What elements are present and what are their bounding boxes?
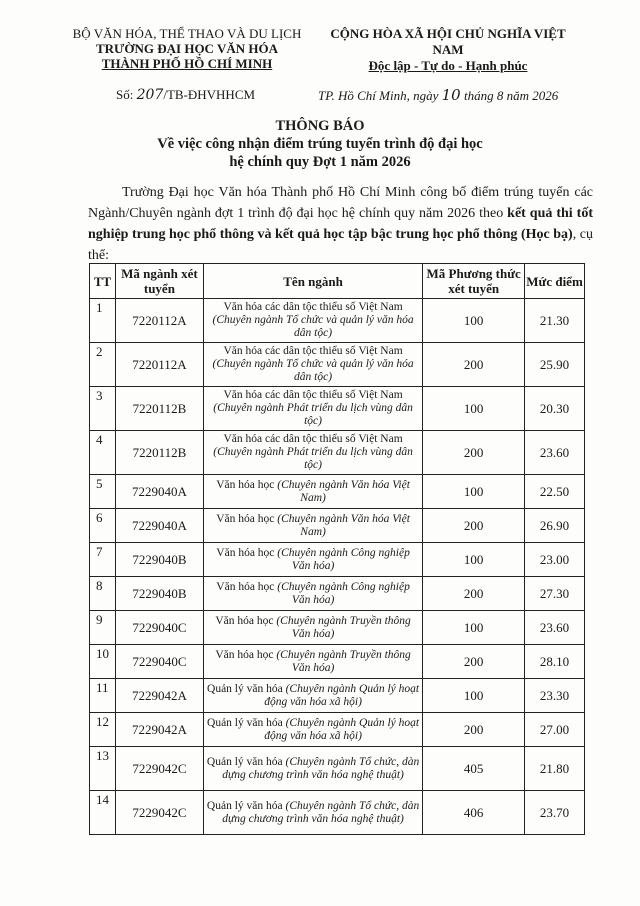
table-row	[90, 791, 585, 835]
major-code: 7229040C	[115, 645, 203, 679]
table-row	[90, 645, 585, 679]
title-main: THÔNG BÁO	[275, 118, 365, 134]
method-code: 200	[423, 577, 525, 611]
table-row	[90, 543, 585, 577]
specialization: (Chuyên ngành Văn hóa Việt Nam)	[277, 512, 410, 538]
score-value: 25.90	[525, 343, 585, 387]
specialization: (Chuyên ngành Văn hóa Việt Nam)	[277, 478, 410, 504]
major-code: 7220112B	[115, 387, 203, 431]
major-name	[203, 577, 422, 611]
major-title: Quản lý văn hóa	[206, 799, 283, 812]
intro-paragraph	[88, 182, 593, 266]
major-code: 7229042A	[115, 679, 203, 713]
title-line3: hệ chính quy Đợt 1 năm 2026	[229, 154, 411, 170]
method-code: 200	[423, 343, 525, 387]
header-name: Tên ngành	[203, 264, 422, 299]
score-table	[89, 263, 585, 835]
table-row	[90, 475, 585, 509]
major-name	[203, 679, 422, 713]
method-code: 406	[423, 791, 525, 835]
place-suffix: tháng 8 năm 2026	[463, 88, 559, 103]
specialization: (Chuyên ngành Tổ chức và quản lý văn hóa dân tộc)	[212, 314, 414, 339]
major-title: Văn hóa các dân tộc thiểu số Việt Nam	[223, 345, 403, 357]
major-code: 7229042C	[115, 791, 203, 835]
doc-no-suffix: /TB-ĐHVHHCM	[163, 87, 256, 102]
major-title: Văn hóa học	[216, 512, 275, 525]
score-value: 23.60	[525, 431, 585, 475]
row-number: 3	[90, 387, 116, 431]
major-title: Văn hóa học	[216, 580, 275, 593]
nation-name: CỘNG HÒA XÃ HỘI CHỦ NGHĨA VIỆT NAM	[330, 26, 566, 57]
doc-no-handwritten: 207	[136, 87, 164, 103]
document-number	[116, 87, 255, 103]
major-title: Văn hóa các dân tộc thiểu số Việt Nam	[223, 301, 403, 313]
ministry-name: BỘ VĂN HÓA, THỂ THAO VÀ DU LỊCH	[72, 26, 302, 41]
major-title: Văn hóa học	[215, 614, 274, 627]
specialization: (Chuyên ngành Tổ chức, dàn dựng chương trình văn hóa nghệ thuật)	[222, 755, 420, 781]
score-value: 26.90	[525, 509, 585, 543]
place-date	[318, 86, 558, 104]
major-name	[203, 611, 422, 645]
row-number: 5	[90, 475, 116, 509]
score-value: 23.30	[525, 679, 585, 713]
method-code: 100	[423, 387, 525, 431]
row-number: 9	[90, 611, 116, 645]
major-title: Văn hóa các dân tộc thiểu số Việt Nam	[223, 433, 403, 445]
table-row	[90, 713, 585, 747]
row-number: 13	[90, 747, 116, 791]
table-row	[90, 509, 585, 543]
score-value: 20.30	[525, 387, 585, 431]
major-code: 7229040A	[115, 509, 203, 543]
score-value: 21.80	[525, 747, 585, 791]
table-row	[90, 299, 585, 343]
major-code: 7229040B	[115, 577, 203, 611]
major-name	[203, 475, 422, 509]
major-name	[203, 791, 422, 835]
major-title: Văn hóa học	[216, 478, 275, 491]
major-name	[203, 747, 422, 791]
specialization: (Chuyên ngành Phát triển du lịch vùng dân tộc)	[213, 446, 413, 471]
doc-no-prefix: Số:	[116, 87, 134, 102]
motto	[318, 58, 578, 74]
major-name	[203, 343, 422, 387]
specialization: (Chuyên ngành Quản lý hoạt động văn hóa xã hội)	[264, 716, 420, 742]
specialization: (Chuyên ngành Quản lý hoạt động văn hóa xã hội)	[264, 682, 420, 708]
major-code: 7220112B	[115, 431, 203, 475]
specialization: (Chuyên ngành Tổ chức và quản lý văn hóa dân tộc)	[212, 358, 414, 383]
score-value: 23.70	[525, 791, 585, 835]
method-code: 200	[423, 645, 525, 679]
method-code: 200	[423, 713, 525, 747]
university-city: THÀNH PHỐ HỒ CHÍ MINH	[101, 56, 273, 71]
score-value: 27.30	[525, 577, 585, 611]
score-value: 21.30	[525, 299, 585, 343]
row-number: 11	[90, 679, 116, 713]
table-header-row	[90, 264, 585, 299]
title-line2: Về việc công nhận điểm trúng tuyển trình độ đại học	[157, 136, 483, 152]
table-row	[90, 611, 585, 645]
table-row	[90, 679, 585, 713]
method-code: 100	[423, 679, 525, 713]
intro-text: Trường Đại học Văn hóa Thành phố Hồ Chí Minh công bố điểm trúng tuyển các Ngành/Chuyên ngành đợt 1 trình độ đại học hệ chính quy năm 2026 theo	[88, 185, 593, 221]
row-number: 1	[90, 299, 116, 343]
place-prefix: TP. Hồ Chí Minh, ngày	[318, 88, 439, 103]
specialization: (Chuyên ngành Tổ chức, dàn dựng chương trình văn hóa nghệ thuật)	[222, 799, 420, 825]
table-row	[90, 431, 585, 475]
method-code: 200	[423, 509, 525, 543]
header-method: Mã Phương thức xét tuyển	[423, 264, 525, 299]
intro-end: , cụ thể:	[88, 227, 594, 263]
major-title: Văn hóa các dân tộc thiểu số Việt Nam	[223, 389, 403, 401]
major-code: 7229040A	[115, 475, 203, 509]
row-number: 4	[90, 431, 116, 475]
major-title: Quản lý văn hóa	[207, 716, 283, 729]
row-number: 12	[90, 713, 116, 747]
specialization: (Chuyên ngành Truyền thông Văn hóa)	[276, 614, 411, 640]
major-title: Quản lý văn hóa	[207, 682, 283, 695]
table-row	[90, 577, 585, 611]
nation-block	[318, 26, 578, 74]
method-code: 100	[423, 611, 525, 645]
issuer-block	[72, 26, 302, 71]
major-name	[203, 387, 422, 431]
row-number: 6	[90, 509, 116, 543]
major-title: Quản lý văn hóa	[206, 755, 283, 768]
major-title: Văn hóa học	[215, 648, 274, 661]
major-name	[203, 509, 422, 543]
score-value: 27.00	[525, 713, 585, 747]
major-name	[203, 645, 422, 679]
major-code: 7229042A	[115, 713, 203, 747]
major-name	[203, 299, 422, 343]
header-tt: TT	[90, 264, 116, 299]
intro-bold: kết quả thi tốt nghiệp trung học phổ thông và kết quả học tập bậc trung học phổ thông (Học bạ)	[88, 206, 593, 242]
major-code: 7229040B	[115, 543, 203, 577]
major-name	[203, 713, 422, 747]
row-number: 7	[90, 543, 116, 577]
specialization: (Chuyên ngành Công nghiệp Văn hóa)	[277, 546, 410, 572]
specialization: (Chuyên ngành Phát triển du lịch vùng dân tộc)	[213, 402, 413, 427]
table-row	[90, 747, 585, 791]
score-value: 23.60	[525, 611, 585, 645]
score-value: 28.10	[525, 645, 585, 679]
specialization: (Chuyên ngành Công nghiệp Văn hóa)	[277, 580, 410, 606]
method-code: 100	[423, 543, 525, 577]
score-value: 22.50	[525, 475, 585, 509]
major-name	[203, 543, 422, 577]
row-number: 10	[90, 645, 116, 679]
header-code: Mã ngành xét tuyển	[115, 264, 203, 299]
method-code: 100	[423, 299, 525, 343]
method-code: 100	[423, 475, 525, 509]
notice-title	[0, 117, 640, 171]
row-number: 14	[90, 791, 116, 835]
major-name	[203, 431, 422, 475]
university-name: TRƯỜNG ĐẠI HỌC VĂN HÓA	[95, 41, 278, 56]
row-number: 2	[90, 343, 116, 387]
motto-text: Độc lập - Tự do - Hạnh phúc	[368, 58, 528, 73]
header-score: Mức điểm	[525, 264, 585, 299]
major-code: 7220112A	[115, 299, 203, 343]
method-code: 200	[423, 431, 525, 475]
table-row	[90, 387, 585, 431]
major-code: 7229040C	[115, 611, 203, 645]
specialization: (Chuyên ngành Truyền thông Văn hóa)	[276, 648, 411, 674]
table-row	[90, 343, 585, 387]
major-title: Văn hóa học	[216, 546, 275, 559]
place-day-handwritten: 10	[441, 86, 461, 104]
row-number: 8	[90, 577, 116, 611]
score-value: 23.00	[525, 543, 585, 577]
method-code: 405	[423, 747, 525, 791]
major-code: 7229042C	[115, 747, 203, 791]
major-code: 7220112A	[115, 343, 203, 387]
